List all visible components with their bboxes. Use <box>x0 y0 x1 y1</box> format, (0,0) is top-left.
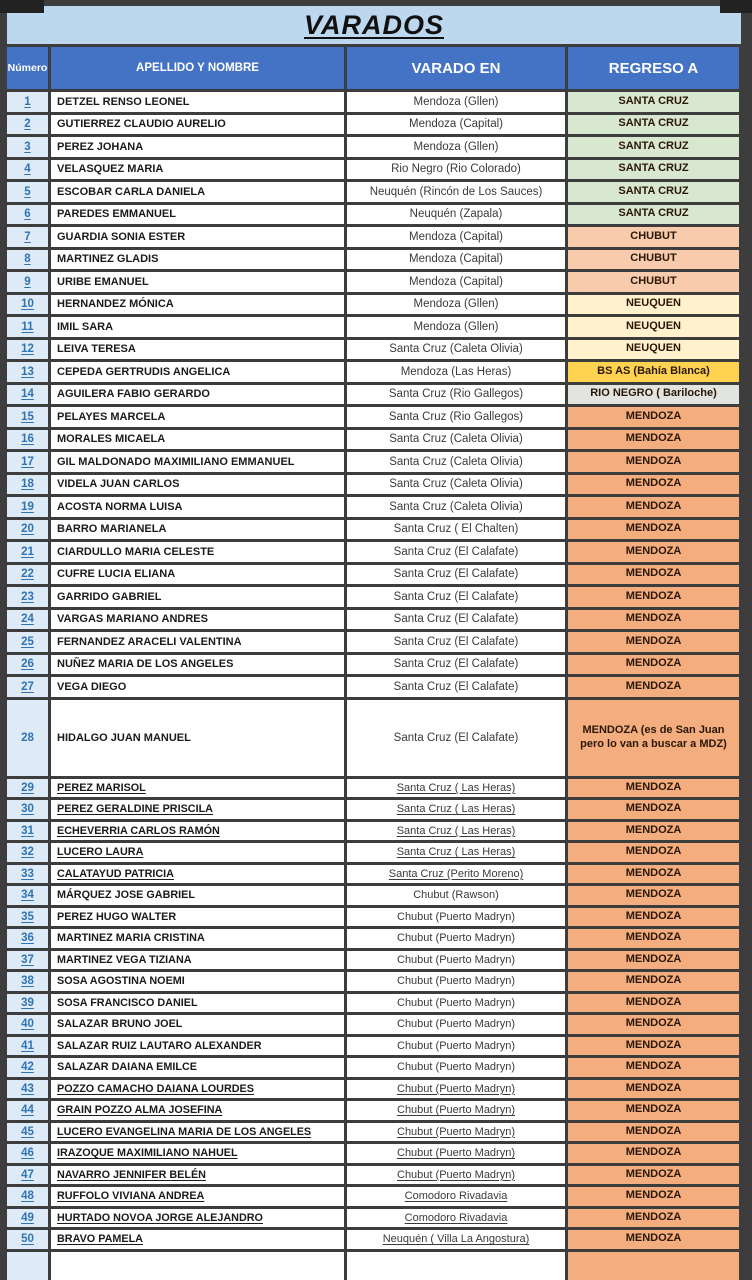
varado-en-cell: Santa Cruz (El Calafate) <box>347 565 565 585</box>
name-cell: AGUILERA FABIO GERARDO <box>51 385 344 405</box>
regreso-a-cell: SANTA CRUZ <box>568 205 739 225</box>
varado-en-cell: Mendoza (Gllen) <box>347 92 565 112</box>
name-cell: IRAZOQUE MAXIMILIANO NAHUEL <box>51 1144 344 1163</box>
regreso-a-cell: MENDOZA <box>568 1209 739 1228</box>
row-number-cell: 18 <box>7 475 48 495</box>
row-number-cell: 12 <box>7 340 48 360</box>
regreso-a-cell: MENDOZA <box>568 886 739 905</box>
varado-en-cell: Mendoza (Las Heras) <box>347 362 565 382</box>
name-cell: PAREDES EMMANUEL <box>51 205 344 225</box>
row-number-cell: 49 <box>7 1209 48 1228</box>
name-cell: MÁRQUEZ JOSE GABRIEL <box>51 886 344 905</box>
title-bar <box>7 6 741 44</box>
name-cell: POZZO CAMACHO DAIANA LOURDES <box>51 1080 344 1099</box>
varado-en-cell: Mendoza (Capital) <box>347 272 565 292</box>
row-number-cell: 17 <box>7 452 48 472</box>
varado-en-cell: Chubut (Puerto Madryn) <box>347 1037 565 1056</box>
varado-en-cell: Santa Cruz ( Las Heras) <box>347 800 565 819</box>
name-cell: GUTIERREZ CLAUDIO AURELIO <box>51 115 344 135</box>
row-number-cell: 21 <box>7 542 48 562</box>
name-cell: VELASQUEZ MARIA <box>51 160 344 180</box>
row-number-cell: 1 <box>7 92 48 112</box>
varado-en-cell: Neuquén ( Villa La Angostura) <box>347 1230 565 1249</box>
row-number-cell: 29 <box>7 779 48 798</box>
row-number-cell: 14 <box>7 385 48 405</box>
varado-en-cell: Mendoza (Gllen) <box>347 137 565 157</box>
name-cell: HURTADO NOVOA JORGE ALEJANDRO <box>51 1209 344 1228</box>
name-cell: VIDELA JUAN CARLOS <box>51 475 344 495</box>
name-cell: FERNANDEZ ARACELI VALENTINA <box>51 632 344 652</box>
row-number-cell: 25 <box>7 632 48 652</box>
regreso-a-cell: MENDOZA <box>568 1015 739 1034</box>
varado-en-cell: Santa Cruz (El Calafate) <box>347 677 565 697</box>
row-number-cell: 3 <box>7 137 48 157</box>
name-cell: LUCERO LAURA <box>51 843 344 862</box>
regreso-a-cell: MENDOZA <box>568 430 739 450</box>
regreso-a-cell: MENDOZA <box>568 475 739 495</box>
regreso-a-cell: MENDOZA <box>568 1187 739 1206</box>
varado-en-cell: Santa Cruz (Rio Gallegos) <box>347 385 565 405</box>
varado-en-cell: Santa Cruz (El Calafate) <box>347 632 565 652</box>
regreso-a-cell: MENDOZA <box>568 1166 739 1185</box>
row-number-cell: 45 <box>7 1123 48 1142</box>
regreso-a-cell: CHUBUT <box>568 227 739 247</box>
regreso-a-cell: MENDOZA <box>568 1123 739 1142</box>
name-cell: IMIL SARA <box>51 317 344 337</box>
varado-en-cell: Santa Cruz ( Las Heras) <box>347 779 565 798</box>
row-number-cell: 20 <box>7 520 48 540</box>
row-number-cell: 35 <box>7 908 48 927</box>
row-number-cell: 2 <box>7 115 48 135</box>
regreso-a-cell: MENDOZA <box>568 1144 739 1163</box>
name-cell: SALAZAR DAIANA EMILCE <box>51 1058 344 1077</box>
row-number-cell: 39 <box>7 994 48 1013</box>
varado-en-cell: Mendoza (Capital) <box>347 227 565 247</box>
varado-en-cell: Santa Cruz (Caleta Olivia) <box>347 475 565 495</box>
name-cell: SALAZAR BRUNO JOEL <box>51 1015 344 1034</box>
row-number-cell: 15 <box>7 407 48 427</box>
regreso-a-cell: NEUQUEN <box>568 340 739 360</box>
name-cell: HERNANDEZ MÓNICA <box>51 295 344 315</box>
regreso-a-cell: MENDOZA <box>568 779 739 798</box>
name-cell: GUARDIA SONIA ESTER <box>51 227 344 247</box>
name-cell: MARTINEZ GLADIS <box>51 250 344 270</box>
row-number-cell: 27 <box>7 677 48 697</box>
row-number-cell <box>7 1252 48 1280</box>
regreso-a-cell: CHUBUT <box>568 250 739 270</box>
row-number-cell: 48 <box>7 1187 48 1206</box>
row-number-cell: 6 <box>7 205 48 225</box>
column-header-regreso-a: REGRESO A <box>568 47 739 89</box>
name-cell: MARTINEZ VEGA TIZIANA <box>51 951 344 970</box>
varado-en-cell: Neuquén (Zapala) <box>347 205 565 225</box>
regreso-a-cell: MENDOZA <box>568 843 739 862</box>
varado-en-cell: Chubut (Puerto Madryn) <box>347 1015 565 1034</box>
row-number-cell: 37 <box>7 951 48 970</box>
column-header-numero: Número <box>7 47 48 89</box>
regreso-a-cell: MENDOZA <box>568 865 739 884</box>
name-cell: PEREZ MARISOL <box>51 779 344 798</box>
varado-en-cell: Mendoza (Capital) <box>347 115 565 135</box>
regreso-a-cell: SANTA CRUZ <box>568 160 739 180</box>
column-header-apellido-y-nombre: APELLIDO Y NOMBRE <box>51 47 344 89</box>
regreso-a-cell: SANTA CRUZ <box>568 137 739 157</box>
regreso-a-cell: MENDOZA <box>568 1037 739 1056</box>
regreso-a-cell: MENDOZA <box>568 951 739 970</box>
regreso-a-cell: SANTA CRUZ <box>568 182 739 202</box>
name-cell: CEPEDA GERTRUDIS ANGELICA <box>51 362 344 382</box>
name-cell: LEIVA TERESA <box>51 340 344 360</box>
varado-en-cell: Santa Cruz ( Las Heras) <box>347 822 565 841</box>
name-cell: GRAIN POZZO ALMA JOSEFINA <box>51 1101 344 1120</box>
name-cell: PEREZ GERALDINE PRISCILA <box>51 800 344 819</box>
name-cell <box>51 1252 344 1280</box>
regreso-a-cell: CHUBUT <box>568 272 739 292</box>
varado-en-cell: Santa Cruz (El Calafate) <box>347 542 565 562</box>
row-number-cell: 4 <box>7 160 48 180</box>
name-cell: SOSA AGOSTINA NOEMI <box>51 972 344 991</box>
row-number-cell: 23 <box>7 587 48 607</box>
regreso-a-cell: MENDOZA <box>568 407 739 427</box>
name-cell: BARRO MARIANELA <box>51 520 344 540</box>
name-cell: CUFRE LUCIA ELIANA <box>51 565 344 585</box>
regreso-a-cell: MENDOZA <box>568 822 739 841</box>
regreso-a-cell: MENDOZA <box>568 1080 739 1099</box>
varado-en-cell: Santa Cruz (Caleta Olivia) <box>347 452 565 472</box>
name-cell: LUCERO EVANGELINA MARIA DE LOS ANGELES <box>51 1123 344 1142</box>
regreso-a-cell: MENDOZA <box>568 587 739 607</box>
column-header-varado-en: VARADO EN <box>347 47 565 89</box>
name-cell: MORALES MICAELA <box>51 430 344 450</box>
varado-en-cell: Santa Cruz ( El Chalten) <box>347 520 565 540</box>
row-number-cell: 31 <box>7 822 48 841</box>
regreso-a-cell: MENDOZA <box>568 1230 739 1249</box>
name-cell: ESCOBAR CARLA DANIELA <box>51 182 344 202</box>
name-cell: CALATAYUD PATRICIA <box>51 865 344 884</box>
regreso-a-cell: MENDOZA <box>568 994 739 1013</box>
varado-en-cell: Chubut (Puerto Madryn) <box>347 972 565 991</box>
varado-en-cell: Chubut (Puerto Madryn) <box>347 1166 565 1185</box>
varado-en-cell: Mendoza (Capital) <box>347 250 565 270</box>
regreso-a-cell: MENDOZA <box>568 929 739 948</box>
regreso-a-cell: BS AS (Bahía Blanca) <box>568 362 739 382</box>
varado-en-cell: Santa Cruz (Caleta Olivia) <box>347 497 565 517</box>
regreso-a-cell: RIO NEGRO ( Bariloche) <box>568 385 739 405</box>
regreso-a-cell: MENDOZA <box>568 1101 739 1120</box>
top-right-notch <box>720 0 752 13</box>
row-number-cell: 32 <box>7 843 48 862</box>
name-cell: VEGA DIEGO <box>51 677 344 697</box>
name-cell: DETZEL RENSO LEONEL <box>51 92 344 112</box>
varado-en-cell: Comodoro Rivadavia <box>347 1187 565 1206</box>
varado-en-cell: Chubut (Puerto Madryn) <box>347 929 565 948</box>
varado-en-cell: Santa Cruz (Caleta Olivia) <box>347 430 565 450</box>
regreso-a-cell: MENDOZA <box>568 972 739 991</box>
row-number-cell: 5 <box>7 182 48 202</box>
varado-en-cell: Santa Cruz (Perito Moreno) <box>347 865 565 884</box>
regreso-a-cell: MENDOZA <box>568 1058 739 1077</box>
varado-en-cell: Santa Cruz (Caleta Olivia) <box>347 340 565 360</box>
row-number-cell: 40 <box>7 1015 48 1034</box>
varado-en-cell: Santa Cruz (El Calafate) <box>347 587 565 607</box>
row-number-cell: 26 <box>7 655 48 675</box>
row-number-cell: 19 <box>7 497 48 517</box>
row-number-cell: 16 <box>7 430 48 450</box>
row-number-cell: 44 <box>7 1101 48 1120</box>
regreso-a-cell: MENDOZA <box>568 800 739 819</box>
varado-en-cell: Chubut (Puerto Madryn) <box>347 1058 565 1077</box>
row-number-cell: 36 <box>7 929 48 948</box>
name-cell: ECHEVERRIA CARLOS RAMÓN <box>51 822 344 841</box>
row-number-cell: 42 <box>7 1058 48 1077</box>
varado-en-cell: Chubut (Puerto Madryn) <box>347 994 565 1013</box>
row-number-cell: 22 <box>7 565 48 585</box>
regreso-a-cell: NEUQUEN <box>568 317 739 337</box>
varado-en-cell: Mendoza (Gllen) <box>347 295 565 315</box>
regreso-a-cell: MENDOZA <box>568 542 739 562</box>
varado-en-cell: Santa Cruz (Rio Gallegos) <box>347 407 565 427</box>
name-cell: GARRIDO GABRIEL <box>51 587 344 607</box>
regreso-a-cell: NEUQUEN <box>568 295 739 315</box>
regreso-a-cell: MENDOZA <box>568 452 739 472</box>
varado-en-cell: Chubut (Puerto Madryn) <box>347 1144 565 1163</box>
regreso-a-cell: MENDOZA <box>568 610 739 630</box>
row-number-cell: 41 <box>7 1037 48 1056</box>
name-cell: NAVARRO JENNIFER BELÉN <box>51 1166 344 1185</box>
name-cell: PEREZ JOHANA <box>51 137 344 157</box>
row-number-cell: 30 <box>7 800 48 819</box>
regreso-a-cell: MENDOZA (es de San Juan pero lo van a buscar a MDZ) <box>568 700 739 776</box>
row-number-cell: 33 <box>7 865 48 884</box>
varado-en-cell <box>347 1252 565 1280</box>
regreso-a-cell: MENDOZA <box>568 632 739 652</box>
row-number-cell: 10 <box>7 295 48 315</box>
row-number-cell: 7 <box>7 227 48 247</box>
row-number-cell: 50 <box>7 1230 48 1249</box>
varado-en-cell: Santa Cruz ( Las Heras) <box>347 843 565 862</box>
varado-en-cell: Chubut (Puerto Madryn) <box>347 1080 565 1099</box>
row-number-cell: 47 <box>7 1166 48 1185</box>
varado-en-cell: Chubut (Puerto Madryn) <box>347 1123 565 1142</box>
regreso-a-cell: SANTA CRUZ <box>568 115 739 135</box>
name-cell: URIBE EMANUEL <box>51 272 344 292</box>
row-number-cell: 38 <box>7 972 48 991</box>
row-number-cell: 13 <box>7 362 48 382</box>
name-cell: VARGAS MARIANO ANDRES <box>51 610 344 630</box>
name-cell: CIARDULLO MARIA CELESTE <box>51 542 344 562</box>
regreso-a-cell: MENDOZA <box>568 655 739 675</box>
varado-en-cell: Santa Cruz (El Calafate) <box>347 655 565 675</box>
name-cell: PELAYES MARCELA <box>51 407 344 427</box>
varado-en-cell: Chubut (Rawson) <box>347 886 565 905</box>
varado-en-cell: Chubut (Puerto Madryn) <box>347 908 565 927</box>
varado-en-cell: Rio Negro (Rio Colorado) <box>347 160 565 180</box>
name-cell: PEREZ HUGO WALTER <box>51 908 344 927</box>
row-number-cell: 8 <box>7 250 48 270</box>
row-number-cell: 11 <box>7 317 48 337</box>
regreso-a-cell: MENDOZA <box>568 520 739 540</box>
name-cell: GIL MALDONADO MAXIMILIANO EMMANUEL <box>51 452 344 472</box>
page-title: VARADOS <box>303 9 444 40</box>
name-cell: ACOSTA NORMA LUISA <box>51 497 344 517</box>
varado-en-cell: Comodoro Rivadavia <box>347 1209 565 1228</box>
name-cell: BRAVO PAMELA <box>51 1230 344 1249</box>
row-number-cell: 9 <box>7 272 48 292</box>
varado-en-cell: Neuquén (Rincón de Los Sauces) <box>347 182 565 202</box>
row-number-cell: 34 <box>7 886 48 905</box>
regreso-a-cell <box>568 1252 739 1280</box>
name-cell: SALAZAR RUIZ LAUTARO ALEXANDER <box>51 1037 344 1056</box>
regreso-a-cell: MENDOZA <box>568 908 739 927</box>
row-number-cell: 46 <box>7 1144 48 1163</box>
row-number-cell: 24 <box>7 610 48 630</box>
regreso-a-cell: MENDOZA <box>568 677 739 697</box>
varado-en-cell: Chubut (Puerto Madryn) <box>347 1101 565 1120</box>
varados-table <box>7 47 741 1280</box>
regreso-a-cell: MENDOZA <box>568 565 739 585</box>
name-cell: MARTINEZ MARIA CRISTINA <box>51 929 344 948</box>
varado-en-cell: Santa Cruz (El Calafate) <box>347 700 565 776</box>
top-left-notch <box>0 0 44 13</box>
varado-en-cell: Chubut (Puerto Madryn) <box>347 951 565 970</box>
name-cell: RUFFOLO VIVIANA ANDREA <box>51 1187 344 1206</box>
row-number-cell: 43 <box>7 1080 48 1099</box>
regreso-a-cell: SANTA CRUZ <box>568 92 739 112</box>
name-cell: NUÑEZ MARIA DE LOS ANGELES <box>51 655 344 675</box>
regreso-a-cell: MENDOZA <box>568 497 739 517</box>
row-number-cell: 28 <box>7 700 48 776</box>
varado-en-cell: Mendoza (Gllen) <box>347 317 565 337</box>
name-cell: SOSA FRANCISCO DANIEL <box>51 994 344 1013</box>
varado-en-cell: Santa Cruz (El Calafate) <box>347 610 565 630</box>
name-cell: HIDALGO JUAN MANUEL <box>51 700 344 776</box>
